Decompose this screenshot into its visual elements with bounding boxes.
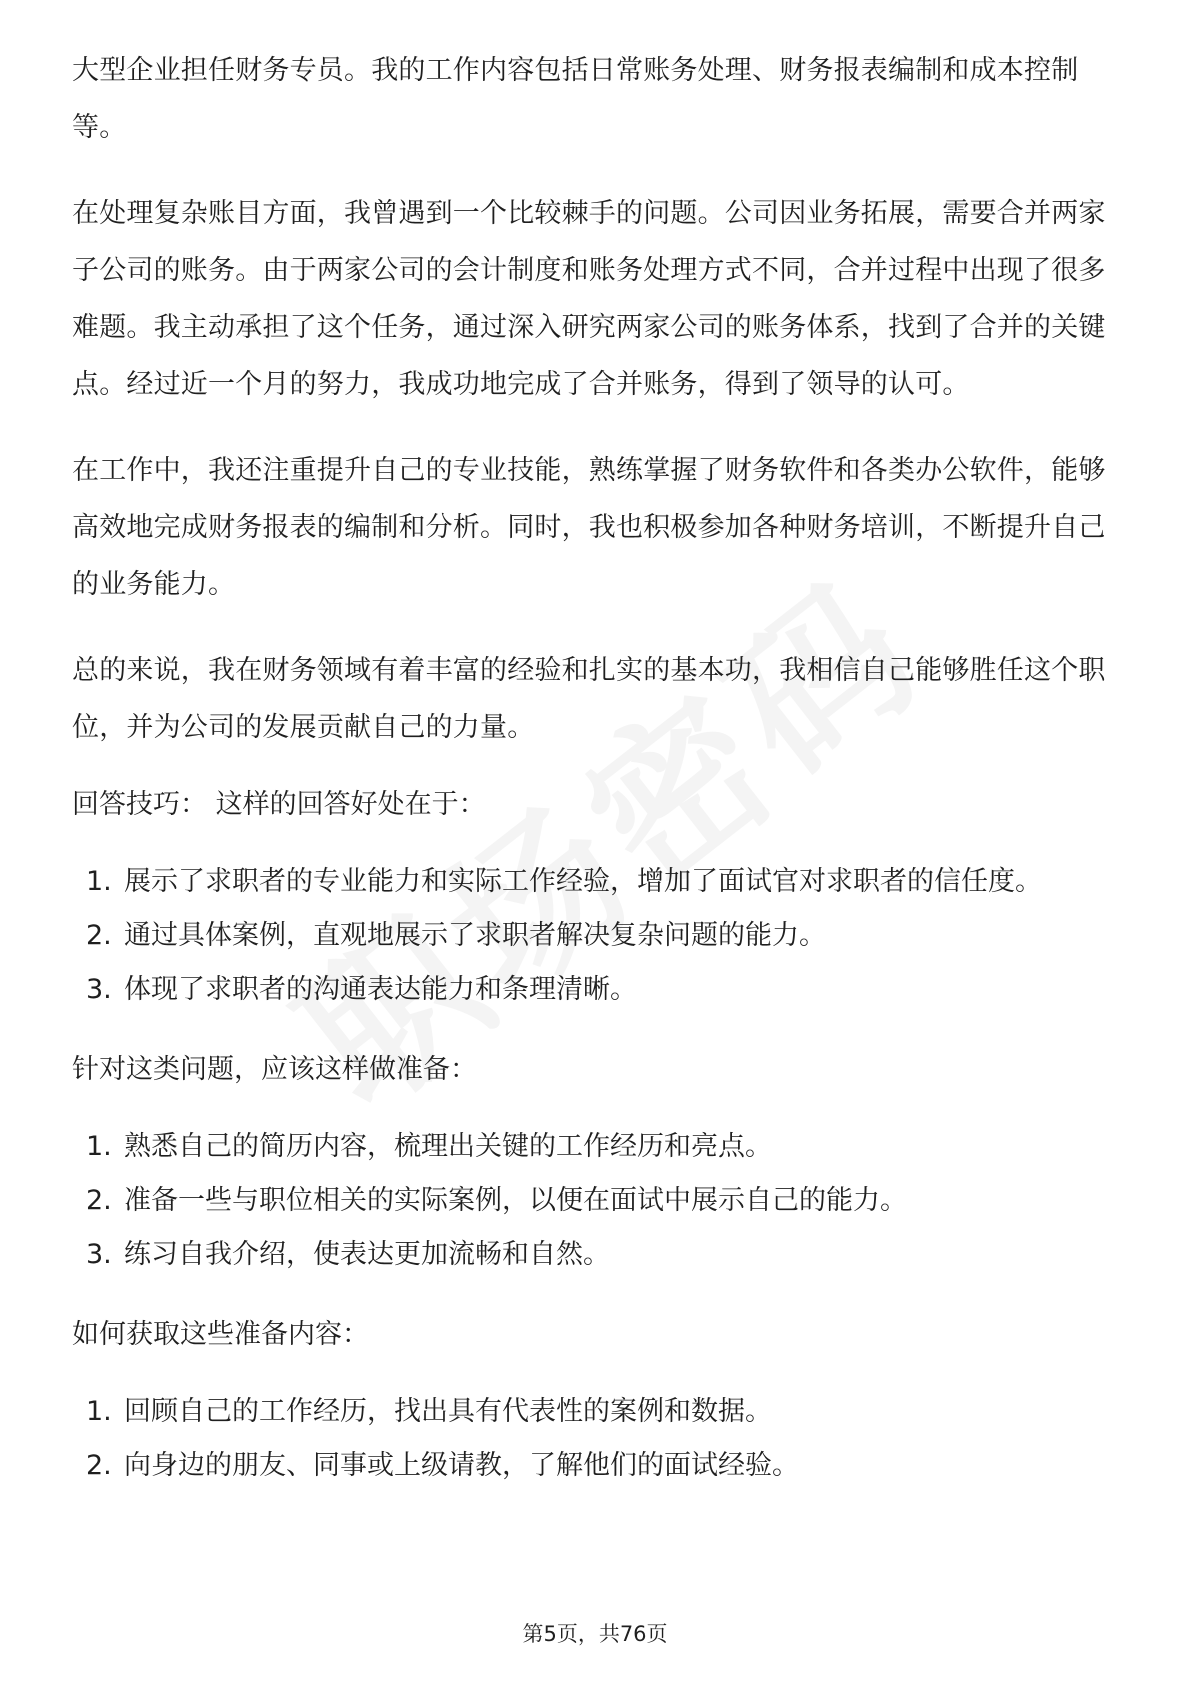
list-number: 2. [86, 1185, 112, 1216]
paragraph-summary: 总的来说，我在财务领域有着丰富的经验和扎实的基本功，我相信自己能够胜任这个职位，并为公司的发展贡献自己的力量。 [72, 655, 1106, 743]
page-number: 第5页，共76页 [522, 1622, 668, 1646]
list-number: 3. [86, 974, 112, 1005]
list-item [72, 855, 1120, 909]
list-text: 熟悉自己的简历内容，梳理出关键的工作经历和亮点。 [124, 1131, 772, 1162]
list-text: 通过具体案例，直观地展示了求职者解决复杂问题的能力。 [124, 920, 826, 951]
list-item [72, 909, 1120, 963]
list-number: 1. [86, 1131, 112, 1162]
document-body [72, 42, 1120, 1526]
tips-list [72, 855, 1120, 1017]
list-text: 准备一些与职位相关的实际案例，以便在面试中展示自己的能力。 [124, 1185, 907, 1216]
list-item [72, 1228, 1120, 1282]
list-item [72, 1385, 1120, 1439]
paragraph-job-duties: 大型企业担任财务专员。我的工作内容包括日常账务处理、财务报表编制和成本控制等。 [72, 55, 1079, 143]
tips-label: 回答技巧： 这样的回答好处在于： [72, 789, 486, 820]
paragraph-skills: 在工作中，我还注重提升自己的专业技能，熟练掌握了财务软件和各类办公软件，能够高效地完成财务报表的编制和分析。同时，我也积极参加各种财务培训，不断提升自己的业务能力。 [72, 455, 1106, 600]
list-item [72, 1120, 1120, 1174]
paragraph-complex-accounts: 在处理复杂账目方面，我曾遇到一个比较棘手的问题。公司因业务拓展，需要合并两家子公司的账务。由于两家公司的会计制度和账务处理方式不同，合并过程中出现了很多难题。我主动承担了这个任务，通过深入研究两家公司的账务体系，找到了合并的关键点。经过近一个月的努力，我成功地完成了合并账务，得到了领导的认可。 [72, 198, 1106, 400]
list-text: 体现了求职者的沟通表达能力和条理清晰。 [124, 974, 637, 1005]
list-number: 3. [86, 1239, 112, 1270]
obtain-label: 如何获取这些准备内容： [72, 1319, 369, 1350]
obtain-list [72, 1385, 1120, 1493]
list-text: 练习自我介绍，使表达更加流畅和自然。 [124, 1239, 610, 1270]
list-number: 1. [86, 1396, 112, 1427]
prepare-label: 针对这类问题，应该这样做准备： [72, 1054, 477, 1085]
list-item [72, 1439, 1120, 1493]
list-number: 2. [86, 1450, 112, 1481]
list-text: 回顾自己的工作经历，找出具有代表性的案例和数据。 [124, 1396, 772, 1427]
list-text: 向身边的朋友、同事或上级请教，了解他们的面试经验。 [124, 1450, 799, 1481]
list-item [72, 1174, 1120, 1228]
list-number: 1. [86, 866, 112, 897]
list-text: 展示了求职者的专业能力和实际工作经验，增加了面试官对求职者的信任度。 [124, 866, 1042, 897]
prepare-list [72, 1120, 1120, 1282]
list-item [72, 963, 1120, 1017]
list-number: 2. [86, 920, 112, 951]
